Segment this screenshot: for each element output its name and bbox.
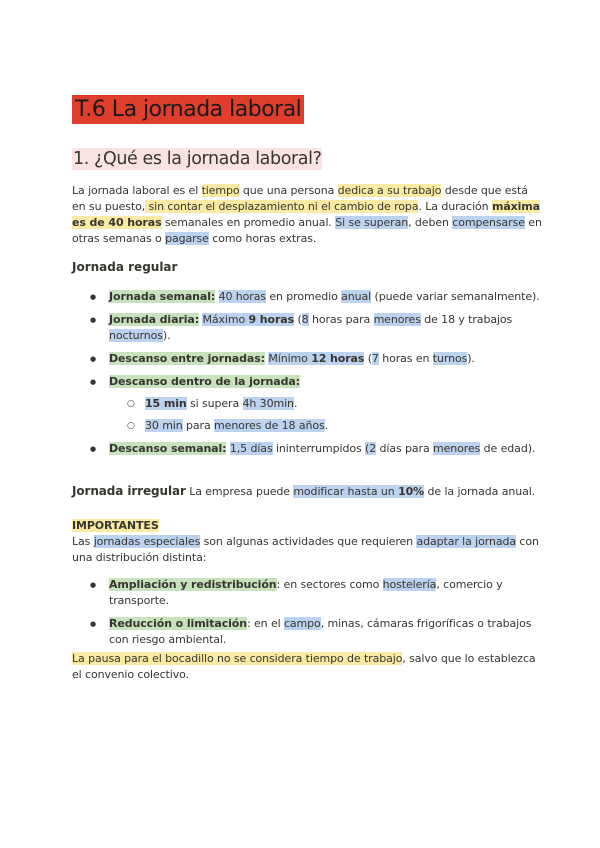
sub-list — [109, 396, 540, 434]
sub-list-item: ○ 30 min para menores de 18 años. — [109, 418, 540, 434]
importantes-paragraph: Las jornadas especiales son algunas actividades que requieren adaptar la jornada con una distribución distinta: — [72, 535, 539, 564]
regular-heading: Jornada regular — [72, 260, 178, 274]
list-item: ● Ampliación y redistribución: en sectores como hostelería, comercio y transporte. — [90, 577, 540, 609]
irregular-paragraph: Jornada irregular La empresa puede modificar hasta un 10% de la jornada anual. — [72, 484, 536, 498]
section-heading: 1. ¿Qué es la jornada laboral? — [73, 149, 322, 169]
list-item: ● Descanso entre jornadas: Mínimo 12 horas (7 horas en turnos). — [90, 351, 540, 367]
list-item: ● Jornada diaria: Máximo 9 horas (8 horas para menores de 18 y trabajos nocturnos). — [90, 312, 540, 344]
intro-paragraph: La jornada laboral es el tiempo que una persona dedica a su trabajo desde que está en su puesto, sin contar el desplazamiento ni el cambio de ropa. La duración máxima es de 40 horas semanales en promedio anual. Si se superan, deben compensarse en otras semanas o pagarse como horas extras. — [72, 184, 542, 245]
list-item: ● Jornada semanal: 40 horas en promedio anual (puede variar semanalmente). — [90, 289, 540, 305]
regular-list — [90, 289, 540, 464]
special-list — [90, 577, 540, 655]
list-item: ● Descanso semanal: 1,5 días ininterrumpidos (2 días para menores de edad). — [90, 441, 540, 457]
footer-paragraph: La pausa para el bocadillo no se considera tiempo de trabajo, salvo que lo establezca el convenio colectivo. — [72, 652, 536, 681]
sub-list-item: ○ 15 min si supera 4h 30min. — [109, 396, 540, 412]
list-item: ● Reducción o limitación: en el campo, minas, cámaras frigoríficas o trabajos con riesgo ambiental. — [90, 616, 540, 648]
importantes-heading: IMPORTANTES — [72, 519, 159, 532]
list-item: ● Descanso dentro de la jornada: ○ 15 min si supera 4h 30min. ○ 30 min para menores de 18 años. — [90, 374, 540, 434]
page-title: T.6 La jornada laboral — [72, 95, 304, 125]
